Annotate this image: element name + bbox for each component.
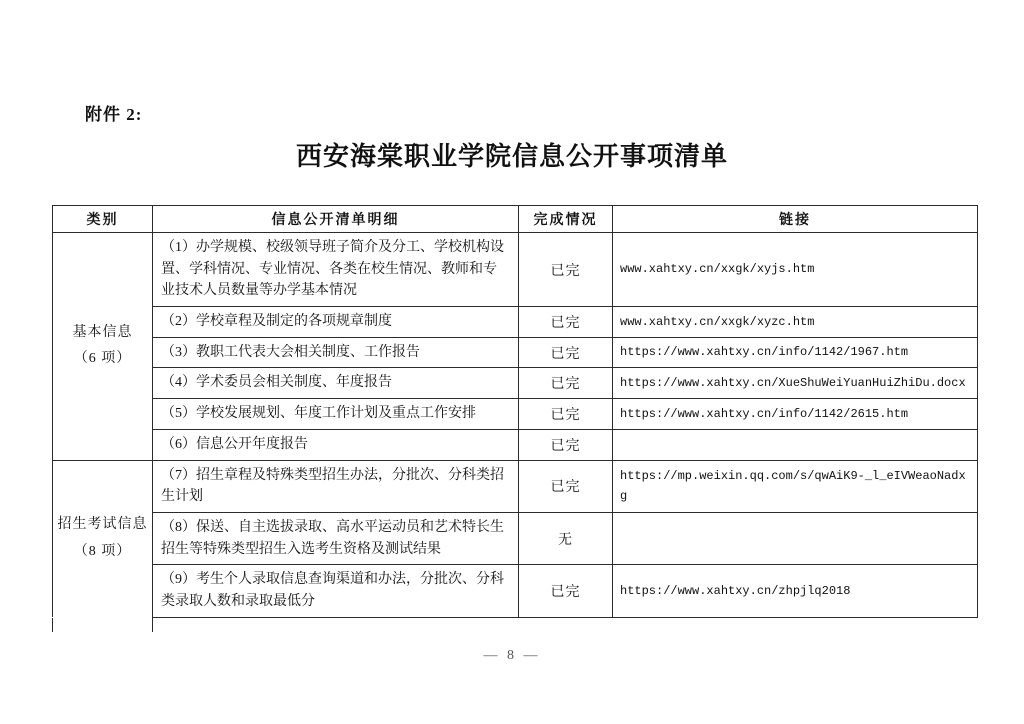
link-cell <box>613 429 978 460</box>
header-link: 链接 <box>613 206 978 233</box>
category-cell <box>53 233 153 461</box>
document-title: 西安海棠职业学院信息公开事项清单 <box>295 142 728 171</box>
detail-cell: （2）学校章程及制定的各项规章制度 <box>153 307 519 338</box>
table-body <box>53 233 978 618</box>
detail-cell: （1）办学规模、校级领导班子简介及分工、学校机构设置、学科情况、专业情况、各类在校生情况、教师和专业技术人员数量等办学基本情况 <box>153 233 519 307</box>
status-cell: 已完 <box>519 429 613 460</box>
status-cell: 已完 <box>519 460 613 512</box>
detail-cell: （4）学术委员会相关制度、年度报告 <box>153 368 519 399</box>
detail-cell: （8）保送、自主选拔录取、高水平运动员和艺术特长生招生等特殊类型招生入选考生资格及测试结果 <box>153 512 519 564</box>
page-number: — 8 — <box>483 648 541 663</box>
status-cell: 无 <box>519 512 613 564</box>
link-cell: https://www.xahtxy.cn/XueShuWeiYuanHuiZhiDu.docx <box>613 368 978 399</box>
table-header-row <box>53 206 978 233</box>
status-cell: 已完 <box>519 368 613 399</box>
link-cell <box>613 512 978 564</box>
detail-cell: （7）招生章程及特殊类型招生办法，分批次、分科类招生计划 <box>153 460 519 512</box>
link-cell: www.xahtxy.cn/xxgk/xyjs.htm <box>613 233 978 307</box>
status-cell: 已完 <box>519 307 613 338</box>
category-divider-stub <box>152 618 153 632</box>
table-row <box>53 307 978 338</box>
table-row <box>53 429 978 460</box>
status-cell: 已完 <box>519 337 613 368</box>
category-count: （6 项） <box>73 351 132 367</box>
attachment-label: 附件 2: <box>85 105 143 124</box>
detail-cell: （6）信息公开年度报告 <box>153 429 519 460</box>
detail-cell: （3）教职工代表大会相关制度、工作报告 <box>153 337 519 368</box>
table-row <box>53 565 978 617</box>
table-row <box>53 337 978 368</box>
table-continuation-stubs <box>52 618 977 632</box>
header-status: 完成情况 <box>519 206 613 233</box>
link-cell: https://www.xahtxy.cn/info/1142/1967.htm <box>613 337 978 368</box>
detail-cell: （5）学校发展规划、年度工作计划及重点工作安排 <box>153 399 519 430</box>
status-cell: 已完 <box>519 233 613 307</box>
category-cell <box>53 460 153 617</box>
status-cell: 已完 <box>519 399 613 430</box>
disclosure-table <box>52 205 978 618</box>
category-count: （8 项） <box>73 543 132 559</box>
category-name: 招生考试信息 <box>57 517 148 533</box>
link-cell: https://www.xahtxy.cn/info/1142/2615.htm <box>613 399 978 430</box>
table-row <box>53 233 978 307</box>
link-cell: https://www.xahtxy.cn/zhpjlq2018 <box>613 565 978 617</box>
link-cell: https://mp.weixin.qq.com/s/qwAiK9-_l_eIVWeaoNadxg <box>613 460 978 512</box>
status-cell: 已完 <box>519 565 613 617</box>
table-row <box>53 368 978 399</box>
header-category: 类别 <box>53 206 153 233</box>
category-name: 基本信息 <box>72 324 133 340</box>
table-area <box>52 205 977 632</box>
table-left-border-stub <box>52 618 53 632</box>
table-row <box>53 460 978 512</box>
header-detail: 信息公开清单明细 <box>153 206 519 233</box>
table-row <box>53 399 978 430</box>
link-cell: www.xahtxy.cn/xxgk/xyzc.htm <box>613 307 978 338</box>
table-row <box>53 512 978 564</box>
detail-cell: （9）考生个人录取信息查询渠道和办法，分批次、分科类录取人数和录取最低分 <box>153 565 519 617</box>
